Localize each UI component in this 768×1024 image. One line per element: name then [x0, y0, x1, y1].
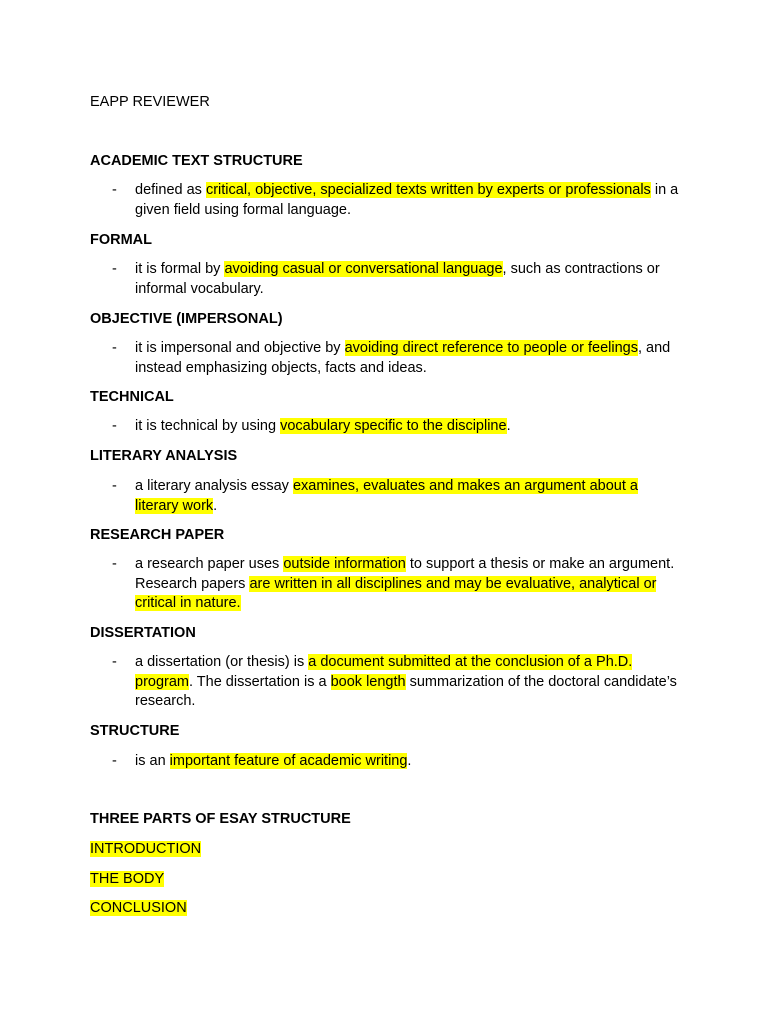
highlighted-text: are written in all disciplines and may be evaluative, analytical or critical in nature.: [135, 575, 657, 611]
bullet-structure: - is an important feature of academic writing.: [90, 752, 690, 772]
essay-part-item: [90, 839, 201, 859]
bullet-research-paper: - a research paper uses outside information to support a thesis or make an argument. Research papers are written in all disciplines and may be evaluative, analytical or critical in nature.: [90, 555, 690, 614]
bullet-literary-analysis: - a literary analysis essay examines, evaluates and makes an argument about a literary work.: [90, 477, 690, 516]
section-heading-structure: STRUCTURE: [90, 723, 180, 739]
bullet-technical: - it is technical by using vocabulary specific to the discipline.: [90, 417, 690, 437]
bullet-text: defined as critical, objective, specialized texts written by experts or professionals in a given field using formal language.: [135, 182, 679, 218]
highlighted-text: book length: [330, 673, 406, 690]
highlighted-text: examines, evaluates and makes an argument about a literary work: [135, 478, 638, 514]
section-heading-technical: TECHNICAL: [90, 389, 174, 405]
document-title: EAPP REVIEWER: [90, 94, 210, 110]
bullet-dissertation: - a dissertation (or thesis) is a document submitted at the conclusion of a Ph.D. program. The dissertation is a book length summarization of the doctoral candidate’s research.: [90, 653, 690, 712]
essay-part-item: [90, 869, 164, 889]
highlighted-text: a document submitted at the conclusion of a Ph.D. program: [135, 654, 633, 690]
highlighted-text: avoiding direct reference to people or feelings: [344, 340, 638, 356]
section-heading-formal: FORMAL: [90, 232, 153, 248]
bullet-objective: - it is impersonal and objective by avoiding direct reference to people or feelings, and instead emphasizing objects, facts and ideas.: [90, 339, 690, 378]
bullet-formal: - it is formal by avoiding casual or conversational language, such as contractions or informal vocabulary.: [90, 260, 690, 299]
highlighted-text: outside information: [283, 556, 406, 572]
section-heading-dissertation: DISSERTATION: [90, 625, 196, 641]
bullet-text: it is technical by using vocabulary specific to the discipline.: [135, 418, 511, 434]
highlighted-text: CONCLUSION: [90, 900, 187, 916]
bullet-text: a research paper uses outside information to support a thesis or make an argument. Research papers are written in all disciplines and may be evaluative, analytical or critical in nature.: [135, 556, 675, 611]
section-heading-research-paper: RESEARCH PAPER: [90, 527, 225, 543]
section-heading-objective: OBJECTIVE (IMPERSONAL): [90, 311, 283, 327]
bullet-text: a dissertation (or thesis) is a document submitted at the conclusion of a Ph.D. program. The dissertation is a book length summarization of the doctoral candidate’s research.: [135, 654, 677, 709]
highlighted-text: critical, objective, specialized texts written by experts or professionals: [205, 182, 651, 198]
highlighted-text: INTRODUCTION: [90, 841, 202, 857]
highlighted-text: avoiding casual or conversational language: [224, 261, 503, 277]
section-heading-essay-parts: THREE PARTS OF ESAY STRUCTURE: [90, 811, 351, 827]
highlighted-text: important feature of academic writing: [169, 753, 408, 769]
highlighted-text: THE BODY: [90, 871, 165, 887]
bullet-academic-text-structure: - defined as critical, objective, specialized texts written by experts or professionals in a given field using formal language.: [90, 181, 690, 220]
bullet-text: it is impersonal and objective by avoiding direct reference to people or feelings, and instead emphasizing objects, facts and ideas.: [135, 340, 671, 376]
bullet-text: it is formal by avoiding casual or conversational language, such as contractions or informal vocabulary.: [135, 261, 660, 297]
bullet-text: is an important feature of academic writing.: [135, 753, 412, 769]
section-heading-academic-text-structure: ACADEMIC TEXT STRUCTURE: [90, 153, 303, 169]
bullet-text: a literary analysis essay examines, evaluates and makes an argument about a literary work.: [135, 478, 638, 514]
essay-part-item: [90, 898, 187, 918]
highlighted-text: vocabulary specific to the discipline: [280, 418, 507, 434]
section-heading-literary-analysis: LITERARY ANALYSIS: [90, 448, 238, 464]
